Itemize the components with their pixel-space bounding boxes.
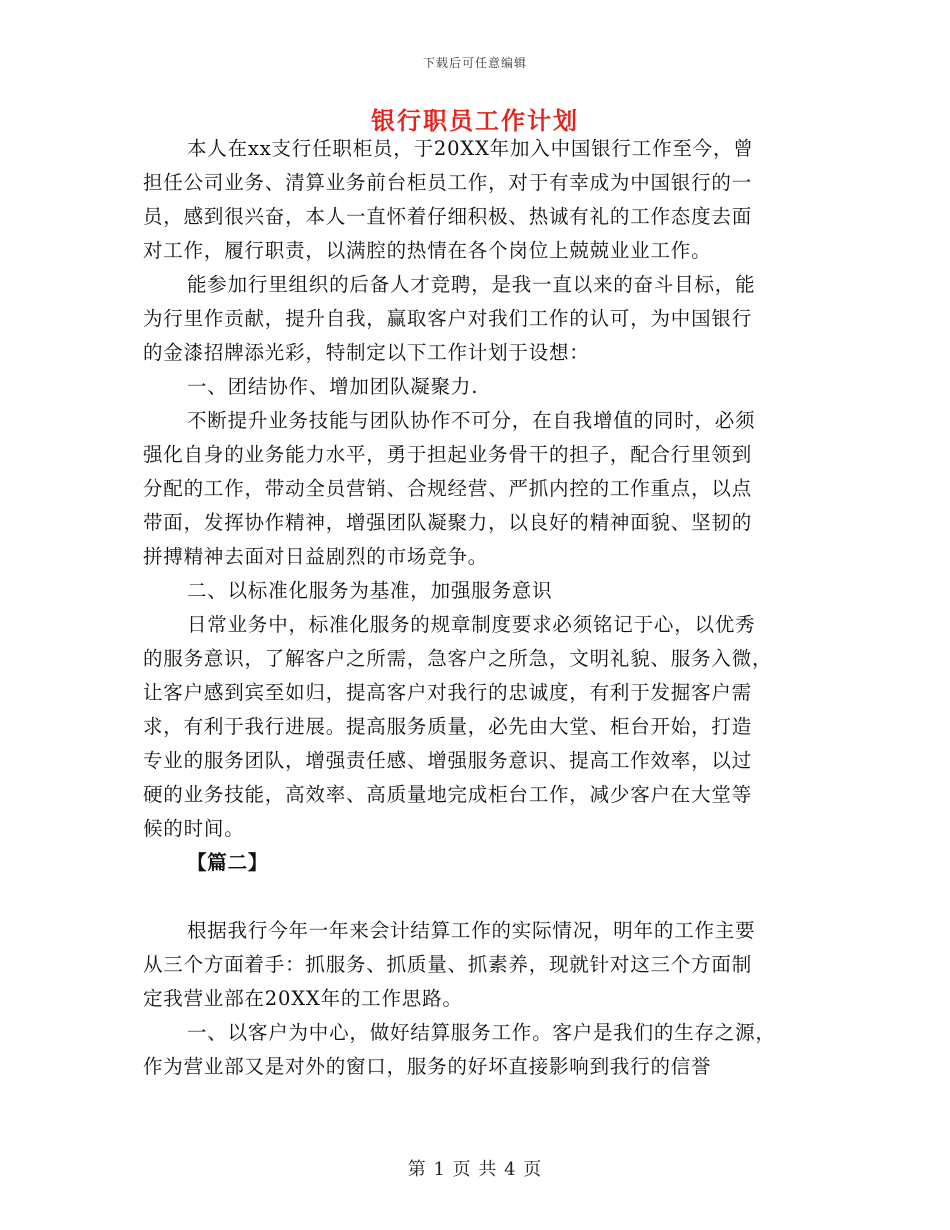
paragraph-line: 分配的工作，带动全员营销、合规经营、严抓内控的工作重点，以点 (143, 477, 753, 500)
section-heading: 二、以标准化服务为基准，加强服务意识 (187, 579, 553, 602)
document-title: 银行职员工作计划 (371, 106, 579, 135)
paragraph-line: 专业的服务团队，增强责任感、增强服务意识、提高工作效率，以过 (143, 749, 753, 772)
header-note: 下载后可任意编辑 (422, 56, 527, 70)
paragraph-line: 不断提升业务技能与团队协作不可分，在自我增值的同时，必须 (187, 409, 756, 432)
paragraph-line: 候的时间。 (143, 817, 245, 840)
paragraph-line: 让客户感到宾至如归，提高客户对我行的忠诚度，有利于发掘客户需 (143, 681, 753, 704)
paragraph-line: 定我营业部在20XX年的工作思路。 (143, 987, 463, 1010)
part-heading: 【篇二】 (187, 851, 269, 874)
paragraph-line: 担任公司业务、清算业务前台柜员工作，对于有幸成为中国银行的一 (143, 171, 753, 194)
paragraph-line: 从三个方面着手：抓服务、抓质量、抓素养，现就针对这三个方面制 (143, 953, 753, 976)
page-number-footer: 第 1 页 共 4 页 (407, 1159, 543, 1180)
paragraph-line: 本人在xx支行任职柜员，于20XX年加入中国银行工作至今，曾 (187, 137, 754, 160)
paragraph-line: 强化自身的业务能力水平，勇于担起业务骨干的担子，配合行里领到 (143, 443, 753, 466)
paragraph-line: 一、以客户为中心，做好结算服务工作。客户是我们的生存之源， (187, 1021, 776, 1044)
paragraph-line: 日常业务中，标准化服务的规章制度要求必须铭记于心，以优秀 (187, 613, 756, 636)
paragraph-line: 的金漆招牌添光彩，特制定以下工作计划于设想： (143, 341, 590, 364)
paragraph-line: 根据我行今年一年来会计结算工作的实际情况，明年的工作主要 (187, 919, 756, 942)
paragraph-line: 员，感到很兴奋，本人一直怀着仔细积极、热诚有礼的工作态度去面 (143, 205, 753, 228)
paragraph-line: 的服务意识，了解客户之所需，急客户之所急，文明礼貌、服务入微， (143, 647, 773, 670)
paragraph-line: 作为营业部又是对外的窗口，服务的好坏直接影响到我行的信誉 (143, 1055, 712, 1078)
section-heading: 一、团结协作、增加团队凝聚力. (187, 375, 479, 398)
blank-line (143, 880, 808, 914)
paragraph-line: 硬的业务技能，高效率、高质量地完成柜台工作，减少客户在大堂等 (143, 783, 753, 806)
paragraph-line: 对工作，履行职责，以满腔的热情在各个岗位上兢兢业业工作。 (143, 239, 712, 262)
document-body (143, 132, 808, 1084)
paragraph-line: 为行里作贡献，提升自我，赢取客户对我们工作的认可，为中国银行 (143, 307, 753, 330)
paragraph-line: 求，有利于我行进展。提高服务质量，必先由大堂、柜台开始，打造 (143, 715, 753, 738)
paragraph-line: 带面，发挥协作精神，增强团队凝聚力，以良好的精神面貌、坚韧的 (143, 511, 753, 534)
paragraph-line: 能参加行里组织的后备人才竞聘，是我一直以来的奋斗目标，能 (187, 273, 756, 296)
paragraph-line: 拼搏精神去面对日益剧烈的市场竞争。 (143, 545, 489, 568)
